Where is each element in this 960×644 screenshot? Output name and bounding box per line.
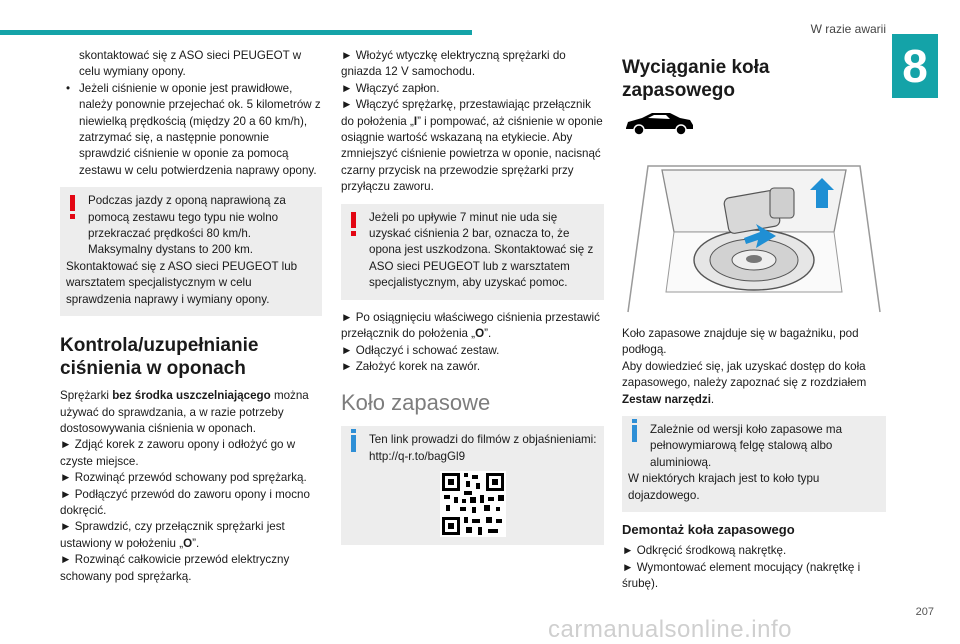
- step-9-switch: O: [475, 327, 485, 341]
- page-number: 207: [915, 606, 934, 618]
- step-4-text-a: ► Sprawdzić, czy przełącznik sprężarki jest ustawiony w położeniu „: [60, 520, 285, 550]
- info-box-2: [622, 416, 886, 512]
- top-accent-bar: [0, 30, 472, 35]
- intro-text-a: Sprężarki: [60, 389, 113, 403]
- step-8-text-a: ► Włączyć sprężarkę, przestawiając przełącznik do położenia „: [341, 98, 591, 128]
- info-text: Ten link prowadzi do filmów z objaśnieniami:: [369, 433, 597, 447]
- intro-paragraph: [60, 388, 322, 437]
- info-text-2: W niektórych krajach jest to koło typu dojazdowego.: [628, 472, 820, 502]
- warning-icon: [351, 212, 356, 228]
- step-7: ► Włączyć zapłon.: [341, 81, 440, 95]
- qr-code[interactable]: [440, 471, 506, 537]
- step-9-text-a: ► Po osiągnięciu właściwego ciśnienia przestawić przełącznik do położenia „: [341, 310, 600, 341]
- step-10: ► Odłączyć i schować zestaw.: [341, 343, 500, 357]
- bullet-item: [60, 81, 322, 179]
- info-link[interactable]: http://q-r.to/bagGl9: [369, 449, 466, 463]
- warning-text: pomocą zestawu tego typu nie wolno przekraczać prędkości 80 km/h. Maksymalny dystans to 200 km.: [88, 210, 279, 257]
- reference-text-a: Aby dowiedzieć się, jak uzyskać dostęp do koła zapasowego, należy zapoznać się z rozdziałem: [622, 359, 867, 390]
- info-icon: [351, 435, 356, 452]
- step-5: ► Rozwinąć całkowicie przewód elektryczny schowany pod sprężarką.: [60, 553, 290, 583]
- step-2: ► Wymontować element mocujący (nakrętkę i śrubę).: [622, 560, 861, 591]
- warning-line-first: Jeżeli po upływie 7 minut nie uda się: [369, 210, 558, 224]
- intro-text-c: można używać do sprawdzania, a w razie potrzeby dostosowywania ciśnienia w oponach.: [60, 389, 309, 435]
- step-8-text-c: ” i pompować, aż ciśnienie w oponie osiągnie wartość wskazaną na etykiecie. Aby zmniejszyć ciśnienie powietrza w oponie, nacisnąć czarny przycisk na przewodzie sprężarki przy przyłączu zaworu.: [341, 114, 603, 194]
- section-title-pressure: Kontrola/uzupełnianie ciśnienia w oponach: [60, 335, 259, 380]
- warning-box: [60, 187, 322, 316]
- info-box: [341, 426, 604, 545]
- trunk-spare-wheel-illustration: [622, 142, 886, 318]
- location-paragraph: Koło zapasowe znajduje się w bagażniku, pod podłogą.: [622, 327, 859, 357]
- warning-line-first: Podczas jazdy z oponą naprawioną za: [88, 194, 286, 208]
- step-6: ► Włożyć wtyczkę elektryczną sprężarki do gniazda 12 V samochodu.: [341, 49, 566, 79]
- step-4-text-c: ”.: [192, 536, 200, 550]
- step-3: ► Podłączyć przewód do zaworu opony i mocno dokręcić.: [60, 487, 310, 517]
- reference-text-c: .: [710, 392, 715, 406]
- step-4-switch: O: [183, 536, 193, 550]
- step-9-text-c: ”.: [484, 327, 492, 341]
- step-8-switch: I: [413, 114, 418, 128]
- column-1: [60, 48, 322, 585]
- step-1: ► Zdjąć korek z zaworu opony i odłożyć go w czyste miejsce.: [60, 438, 296, 468]
- continued-text: skontaktować się z ASO sieci PEUGEOT w celu wymiany opony.: [79, 49, 302, 79]
- section-title-spare-wheel: Koło zapasowe: [341, 390, 491, 416]
- info-line-first: Zależnie od wersji koło zapasowe ma: [650, 423, 843, 437]
- warning-text: uzyskać ciśnienia 2 bar, oznacza to, że opona jest uszkodzona. Skontaktować się z ASO sieci PEUGEOT lub z warsztatem specjalistycznym, aby uzyskać pomoc.: [369, 227, 594, 290]
- running-head: W razie awarii: [810, 22, 886, 36]
- watermark: carmanualsonline.info: [548, 616, 792, 643]
- warning-text-2: Skontaktować się z ASO sieci PEUGEOT lub warsztatem specjalistycznym w celu sprawdzenia naprawy i wymiany opony.: [66, 259, 298, 306]
- car-silhouette-icon: [622, 110, 696, 136]
- reference-link[interactable]: Zestaw narzędzi: [622, 392, 711, 406]
- bullet-dot: •: [66, 81, 71, 95]
- step-9: [341, 310, 604, 343]
- step-11: ► Założyć korek na zawór.: [341, 359, 481, 373]
- step-2: ► Rozwinąć przewód schowany pod sprężarką.: [60, 471, 307, 485]
- step-1: ► Odkręcić środkową nakrętkę.: [622, 544, 787, 558]
- warning-box-2: [341, 204, 604, 300]
- column-3: [622, 48, 886, 593]
- bullet-text: Jeżeli ciśnienie w oponie jest prawidłowe, należy ponownie przejechać ok. 5 kilometrów z niewielką prędkością (między 20 a 60 km/h), zatrzymać się, a następnie ponownie sprawdzić ciśnienie w oponie za pomocą zestawu w celu potwierdzenia naprawy opony.: [79, 81, 321, 177]
- step-8: [341, 97, 604, 195]
- reference-paragraph: [622, 359, 886, 408]
- subsection-title: Demontaż koła zapasowego: [622, 522, 795, 538]
- info-text: pełnowymiarową felgę stalową albo aluminiową.: [650, 439, 833, 469]
- step-4: [60, 519, 322, 552]
- warning-icon: [70, 195, 75, 211]
- chapter-number-tab: 8: [892, 34, 938, 98]
- info-icon: [632, 425, 637, 442]
- column-2: [341, 48, 604, 555]
- intro-text-bold: bez środka uszczelniającego: [112, 389, 271, 403]
- section-title-remove-spare: Wyciąganie koła zapasowego: [622, 57, 770, 101]
